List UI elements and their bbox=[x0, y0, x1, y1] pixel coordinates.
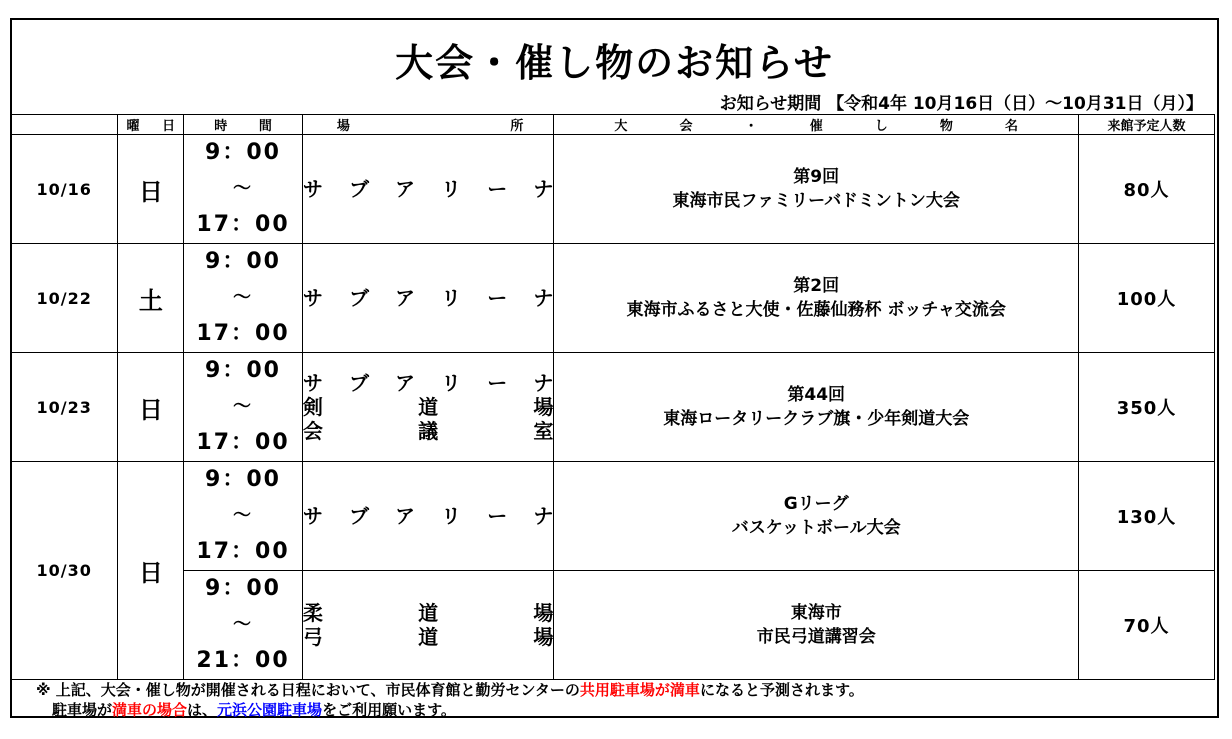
table-row bbox=[11, 462, 1215, 571]
parking-notes bbox=[36, 680, 864, 720]
row-dow: 日 bbox=[118, 353, 184, 462]
row-venue: サ ブ ア リ ー ナ bbox=[302, 244, 554, 353]
row-count: 70人 bbox=[1079, 571, 1215, 680]
header-date bbox=[11, 115, 118, 135]
row-dow: 土 bbox=[118, 244, 184, 353]
header-event: 大 会 ・ 催 し 物 名 bbox=[554, 115, 1079, 135]
row-time: 9：00 ～ 17：00 bbox=[184, 135, 303, 244]
highlight-shared-parking-full: 共用駐車場が満車 bbox=[579, 681, 700, 699]
row-venue: サ ブ ア リ ー ナ 剣 道 場 会 議 室 bbox=[302, 353, 554, 462]
header-row bbox=[11, 115, 1215, 135]
table-row bbox=[11, 135, 1215, 244]
header-time: 時 間 bbox=[184, 115, 303, 135]
row-venue: サ ブ ア リ ー ナ bbox=[302, 462, 554, 571]
row-count: 350人 bbox=[1079, 353, 1215, 462]
highlight-when-full: 満車の場合 bbox=[112, 701, 188, 719]
row-dow: 日 bbox=[118, 462, 184, 680]
row-count: 130人 bbox=[1079, 462, 1215, 571]
highlight-alternate-parking: 元浜公園駐車場 bbox=[217, 701, 323, 719]
row-time: 9：00 ～ 21：00 bbox=[184, 571, 303, 680]
row-venue: サ ブ ア リ ー ナ bbox=[302, 135, 554, 244]
row-event: 第2回 東海市ふるさと大使・佐藤仙務杯 ボッチャ交流会 bbox=[554, 244, 1079, 353]
schedule-table bbox=[10, 114, 1215, 680]
header-venue: 場 所 bbox=[302, 115, 554, 135]
row-date: 10/22 bbox=[11, 244, 118, 353]
row-count: 100人 bbox=[1079, 244, 1215, 353]
notice-frame bbox=[10, 18, 1219, 718]
row-time: 9：00 ～ 17：00 bbox=[184, 462, 303, 571]
table-row bbox=[11, 353, 1215, 462]
table-row bbox=[11, 571, 1215, 680]
note-line-1: ※ 上記、大会・催し物が開催される日程において、市民体育館と勤労センターの共用駐車場が満車になると予測されます。 bbox=[36, 681, 864, 699]
row-event: 第9回 東海市民ファミリーバドミントン大会 bbox=[554, 135, 1079, 244]
row-event: 東海市 市民弓道講習会 bbox=[554, 571, 1079, 680]
row-time: 9：00 ～ 17：00 bbox=[184, 244, 303, 353]
row-dow: 日 bbox=[118, 135, 184, 244]
row-venue: 柔 道 場 弓 道 場 bbox=[302, 571, 554, 680]
row-date: 10/23 bbox=[11, 353, 118, 462]
row-date: 10/16 bbox=[11, 135, 118, 244]
header-dow: 曜 日 bbox=[118, 115, 184, 135]
row-event: Gリーグ バスケットボール大会 bbox=[554, 462, 1079, 571]
row-date: 10/30 bbox=[11, 462, 118, 680]
table-row bbox=[11, 244, 1215, 353]
row-time: 9：00 ～ 17：00 bbox=[184, 353, 303, 462]
header-count: 来館予定人数 bbox=[1079, 115, 1215, 135]
row-count: 80人 bbox=[1079, 135, 1215, 244]
notice-period: お知らせ期間 【令和4年 10月16日（日）～10月31日（月）】 bbox=[719, 94, 1203, 114]
note-line-2: 駐車場が満車の場合は、元浜公園駐車場をご利用願います。 bbox=[52, 701, 456, 719]
page-title: 大会・催し物のお知らせ bbox=[395, 41, 834, 85]
row-event: 第44回 東海ロータリークラブ旗・少年剣道大会 bbox=[554, 353, 1079, 462]
